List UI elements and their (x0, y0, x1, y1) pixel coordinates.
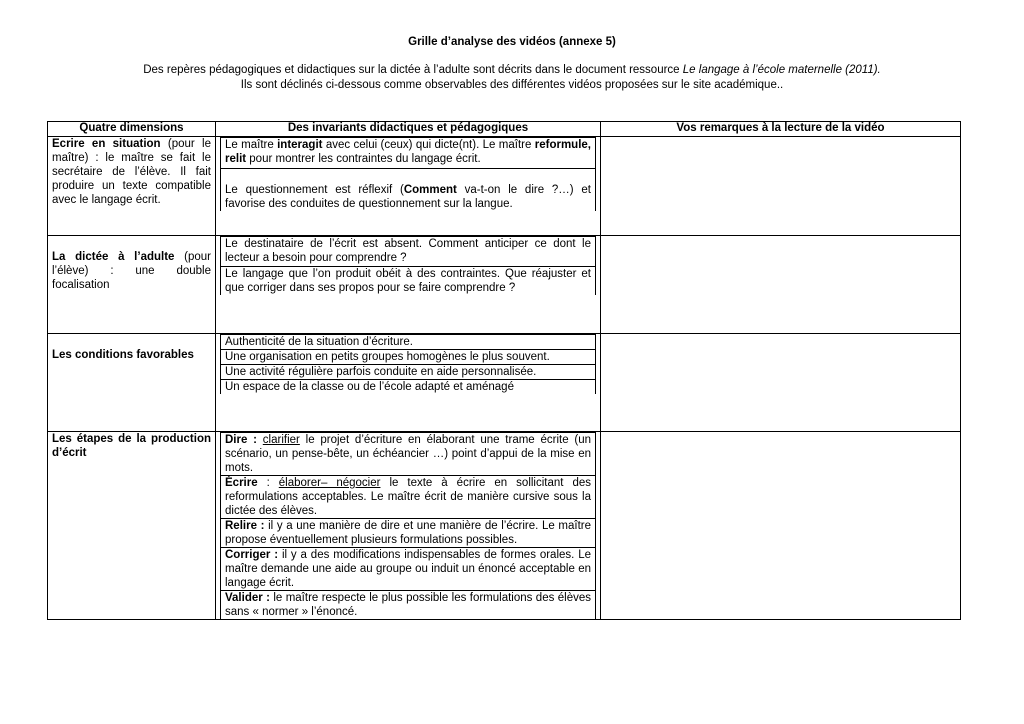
remarks-cell[interactable] (601, 334, 961, 432)
list-item (221, 519, 596, 548)
list-item (221, 365, 596, 380)
header-invariants: Des invariants didactiques et pédagogiques (216, 122, 601, 137)
list-item (221, 433, 596, 476)
item-text: il y a des modifications indispensables de formes orales. Le maître demande une aide au groupe ou induit un énoncé acceptable en langage écrit. (225, 549, 591, 589)
dimension-cell (48, 137, 216, 236)
document-reference: Le langage à l’école maternelle (2011). (682, 64, 881, 76)
invariants-cell (216, 334, 601, 432)
intro-line-1-text: Des repères pédagogiques et didactiques sur la dictée à l’adulte sont décrits dans le document ressource (143, 64, 683, 76)
item-text: Le maître (225, 139, 278, 151)
invariants-list (220, 334, 596, 394)
item-text: , (587, 139, 591, 151)
dimension-cell (48, 334, 216, 432)
invariants-list (220, 137, 596, 211)
step-verb: élaborer– négocier (278, 477, 381, 489)
item-text: : (257, 477, 279, 489)
list-item (221, 548, 596, 591)
analysis-grid (47, 121, 961, 620)
list-item (221, 591, 596, 620)
dimension-cell (48, 432, 216, 620)
item-text: pour montrer les contraintes du langage écrit. (246, 153, 481, 165)
step-verb: clarifier (262, 434, 300, 446)
invariants-cell (216, 137, 601, 236)
item-text: le projet d’écriture en élaborant une trame écrite (un scénario, un pense-bête, un échéancier …) point d’appui de la mise en mots. (225, 434, 592, 474)
item-text: Authenticité de la situation d’écriture. (221, 335, 596, 350)
list-item (221, 169, 596, 212)
step-label: Relire : (225, 520, 265, 532)
table-row (48, 137, 961, 236)
invariants-list (220, 432, 596, 619)
list-item (221, 476, 596, 519)
dimension-title: La dictée à l’adulte (52, 251, 175, 263)
item-text: Un espace de la classe ou de l’école adapté et aménagé (221, 380, 596, 395)
table-row (48, 236, 961, 334)
step-label: Écrire (225, 477, 258, 489)
dimension-title: Ecrire en situation (52, 138, 161, 150)
item-text: le maître respecte le plus possible les formulations des élèves sans « normer » l’énoncé. (225, 592, 591, 618)
list-item (221, 350, 596, 365)
header-remarks: Vos remarques à la lecture de la vidéo (601, 122, 961, 137)
invariants-list (220, 236, 596, 295)
item-text: Le destinataire de l’écrit est absent. Comment anticiper ce dont le lecteur a besoin pour comprendre ? (221, 237, 596, 267)
item-text: va-t-on le dire ?…) et favorise des conduites de questionnement sur la langue. (225, 184, 591, 210)
item-text: Le questionnement est réflexif ( (225, 184, 404, 196)
intro-text (0, 63, 1024, 93)
header-row (48, 122, 961, 137)
item-text: Une organisation en petits groupes homogènes le plus souvent. (221, 350, 596, 365)
list-item (221, 335, 596, 350)
item-keyword: reformule (534, 139, 588, 151)
dimension-description: (pour le maître) : le maître se fait le secrétaire de l’élève. Il fait produire un texte compatible avec le langage écrit. (52, 138, 211, 206)
remarks-cell[interactable] (601, 236, 961, 334)
invariants-cell (216, 432, 601, 620)
list-item (221, 267, 596, 296)
item-text: Une activité régulière parfois conduite en aide personnalisée. (221, 365, 596, 380)
table-row (48, 334, 961, 432)
intro-line-1 (0, 63, 1024, 78)
intro-line-2: Ils sont déclinés ci-dessous comme observables des différentes vidéos proposées sur le site académique.. (240, 79, 784, 91)
item-text: avec celui (ceux) qui dicte(nt). Le maître (322, 139, 535, 151)
item-text: Le langage que l’on produit obéit à des contraintes. Que réajuster et que corriger dans ses propos pour se faire comprendre ? (221, 267, 596, 296)
step-label: Dire : (225, 434, 257, 446)
remarks-cell[interactable] (601, 137, 961, 236)
item-keyword: Comment (403, 184, 457, 196)
item-text: le texte à écrire en sollicitant des reformulations acceptables. Le maître écrit de manière cursive sous la dictée des élèves. (225, 477, 591, 517)
list-item (221, 138, 596, 169)
invariants-cell (216, 236, 601, 334)
list-item (221, 380, 596, 395)
dimension-title: Les conditions favorables (52, 349, 194, 361)
dimension-description: (pour l’élève) : une double focalisation (52, 251, 211, 291)
item-text: il y a une manière de dire et une manière de l’écrire. Le maître propose éventuellement plusieurs formulations possibles. (225, 520, 591, 546)
item-keyword: interagit (277, 139, 323, 151)
dimension-title: Les étapes de la production d’écrit (52, 433, 211, 459)
dimension-cell (48, 236, 216, 334)
step-label: Corriger : (225, 549, 279, 561)
page-title: Grille d’analyse des vidéos (annexe 5) (408, 36, 616, 48)
remarks-cell[interactable] (601, 432, 961, 620)
header-dimensions: Quatre dimensions (48, 122, 216, 137)
step-label: Valider : (225, 592, 270, 604)
item-keyword: relit (225, 153, 247, 165)
table-row (48, 432, 961, 620)
list-item (221, 237, 596, 267)
